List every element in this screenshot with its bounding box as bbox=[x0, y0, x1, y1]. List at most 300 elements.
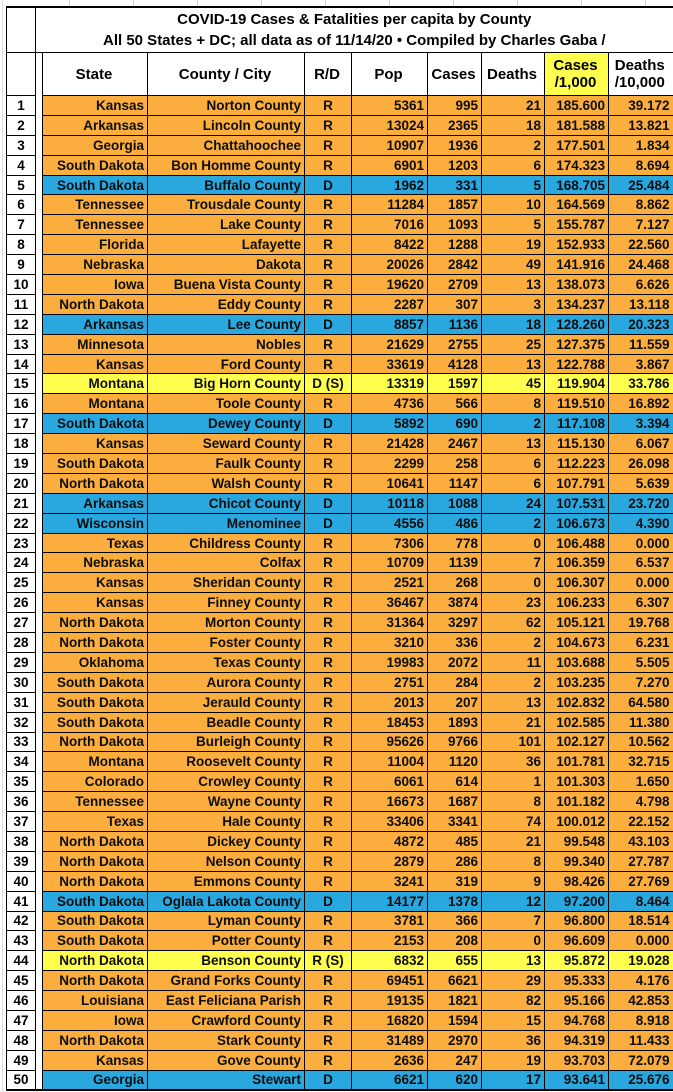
cases-cell: 1136 bbox=[428, 314, 482, 334]
deaths-per-10000-cell: 19.028 bbox=[609, 951, 673, 971]
spacer-cell bbox=[36, 573, 43, 593]
county-cell: Seward County bbox=[148, 434, 305, 454]
cases-cell: 995 bbox=[428, 96, 482, 116]
row-number-cell: 48 bbox=[7, 1030, 36, 1050]
row-number-cell: 11 bbox=[7, 294, 36, 314]
cases-per-1000-cell: 138.073 bbox=[545, 275, 609, 295]
county-cell: Eddy County bbox=[148, 294, 305, 314]
state-cell: Louisiana bbox=[43, 991, 148, 1011]
party-cell: R bbox=[305, 275, 352, 295]
row-number-cell: 12 bbox=[7, 314, 36, 334]
deaths-per-10000-cell: 6.307 bbox=[609, 593, 673, 613]
population-cell: 14177 bbox=[352, 891, 428, 911]
cases-per-1000-cell: 101.182 bbox=[545, 792, 609, 812]
party-cell: R bbox=[305, 573, 352, 593]
table-row bbox=[7, 513, 673, 533]
cases-cell: 3297 bbox=[428, 613, 482, 633]
table-row bbox=[7, 294, 673, 314]
deaths-per-10000-cell: 11.559 bbox=[609, 334, 673, 354]
deaths-per-10000-cell: 6.231 bbox=[609, 633, 673, 653]
deaths-per-10000-cell: 25.676 bbox=[609, 1070, 673, 1090]
state-cell: Iowa bbox=[43, 275, 148, 295]
county-cell: Chicot County bbox=[148, 493, 305, 513]
deaths-per-10000-cell: 16.892 bbox=[609, 394, 673, 414]
party-cell: R bbox=[305, 533, 352, 553]
spacer-cell bbox=[36, 513, 43, 533]
state-cell: Montana bbox=[43, 394, 148, 414]
table-row bbox=[7, 931, 673, 951]
spacer-cell bbox=[36, 1070, 43, 1090]
spacer-cell bbox=[36, 1030, 43, 1050]
table-row bbox=[7, 314, 673, 334]
spacer-cell bbox=[36, 732, 43, 752]
cases-cell: 307 bbox=[428, 294, 482, 314]
cases-per-1000-cell: 117.108 bbox=[545, 414, 609, 434]
table-row bbox=[7, 1030, 673, 1050]
table-row bbox=[7, 831, 673, 851]
row-number-cell: 30 bbox=[7, 672, 36, 692]
spacer-cell bbox=[36, 115, 43, 135]
cases-cell: 247 bbox=[428, 1050, 482, 1070]
state-cell: North Dakota bbox=[43, 871, 148, 891]
table-row bbox=[7, 971, 673, 991]
row-number-cell: 4 bbox=[7, 155, 36, 175]
deaths-cell: 5 bbox=[482, 175, 545, 195]
cases-cell: 2755 bbox=[428, 334, 482, 354]
deaths-per-10000-cell: 7.127 bbox=[609, 215, 673, 235]
cases-per-1000-cell: 106.307 bbox=[545, 573, 609, 593]
cases-per-1000-cell: 107.791 bbox=[545, 473, 609, 493]
spacer-cell bbox=[36, 334, 43, 354]
table-row bbox=[7, 255, 673, 275]
table-row bbox=[7, 235, 673, 255]
cases-cell: 1120 bbox=[428, 752, 482, 772]
state-cell: Kansas bbox=[43, 573, 148, 593]
party-cell: R bbox=[305, 294, 352, 314]
population-cell: 95626 bbox=[352, 732, 428, 752]
table-row bbox=[7, 812, 673, 832]
table-row bbox=[7, 692, 673, 712]
county-cell: Oglala Lakota County bbox=[148, 891, 305, 911]
spacer-cell bbox=[36, 931, 43, 951]
deaths-cell: 74 bbox=[482, 812, 545, 832]
row-number-cell: 24 bbox=[7, 553, 36, 573]
spacer-cell bbox=[36, 891, 43, 911]
party-cell: R bbox=[305, 971, 352, 991]
table-row bbox=[7, 195, 673, 215]
table-row bbox=[7, 652, 673, 672]
row-number-cell: 34 bbox=[7, 752, 36, 772]
row-number-cell: 28 bbox=[7, 633, 36, 653]
deaths-per-10000-cell: 20.323 bbox=[609, 314, 673, 334]
county-cell: Roosevelt County bbox=[148, 752, 305, 772]
deaths-cell: 2 bbox=[482, 135, 545, 155]
deaths-cell: 18 bbox=[482, 115, 545, 135]
cases-cell: 1857 bbox=[428, 195, 482, 215]
cases-per-1000-cell: 107.531 bbox=[545, 493, 609, 513]
spacer-cell bbox=[36, 314, 43, 334]
cases-cell: 208 bbox=[428, 931, 482, 951]
party-cell: R (S) bbox=[305, 951, 352, 971]
deaths-per-10000-cell: 18.514 bbox=[609, 911, 673, 931]
row-number-cell: 31 bbox=[7, 692, 36, 712]
cases-per-1000-cell: 112.223 bbox=[545, 454, 609, 474]
party-cell: R bbox=[305, 732, 352, 752]
county-header: County / City bbox=[148, 53, 305, 96]
county-cell: Nobles bbox=[148, 334, 305, 354]
county-cell: Emmons County bbox=[148, 871, 305, 891]
title-line-2: All 50 States + DC; all data as of 11/14/20 • Compiled by Charles Gaba / bbox=[103, 32, 606, 49]
deaths-per-10000-cell: 13.118 bbox=[609, 294, 673, 314]
cases-per-1000-cell: 127.375 bbox=[545, 334, 609, 354]
party-cell: R bbox=[305, 394, 352, 414]
table-row bbox=[7, 493, 673, 513]
deaths-cell: 25 bbox=[482, 334, 545, 354]
population-cell: 36467 bbox=[352, 593, 428, 613]
population-cell: 2299 bbox=[352, 454, 428, 474]
population-cell: 4736 bbox=[352, 394, 428, 414]
population-cell: 6901 bbox=[352, 155, 428, 175]
row-number-cell: 44 bbox=[7, 951, 36, 971]
deaths-per-10000-cell: 0.000 bbox=[609, 931, 673, 951]
title-left-cell bbox=[7, 7, 36, 53]
cases-cell: 2467 bbox=[428, 434, 482, 454]
cases-per-1000-cell: 106.673 bbox=[545, 513, 609, 533]
deaths-per-10000-cell: 8.862 bbox=[609, 195, 673, 215]
row-number-cell: 15 bbox=[7, 374, 36, 394]
county-cell: Dewey County bbox=[148, 414, 305, 434]
party-cell: R bbox=[305, 672, 352, 692]
table-row bbox=[7, 175, 673, 195]
deaths-per-10000-cell: 8.694 bbox=[609, 155, 673, 175]
table-row bbox=[7, 712, 673, 732]
row-number-cell: 1 bbox=[7, 96, 36, 116]
deaths-cell: 2 bbox=[482, 672, 545, 692]
row-number-cell: 17 bbox=[7, 414, 36, 434]
party-cell: D (S) bbox=[305, 374, 352, 394]
table-row bbox=[7, 951, 673, 971]
table-row bbox=[7, 354, 673, 374]
deaths-header: Deaths bbox=[482, 53, 545, 96]
deaths-cell: 2 bbox=[482, 633, 545, 653]
deaths-per-10000-cell: 25.484 bbox=[609, 175, 673, 195]
row-number-cell: 2 bbox=[7, 115, 36, 135]
table-row bbox=[7, 96, 673, 116]
cases-cell: 1687 bbox=[428, 792, 482, 812]
party-cell: R bbox=[305, 613, 352, 633]
cases-cell: 1147 bbox=[428, 473, 482, 493]
deaths-cell: 13 bbox=[482, 692, 545, 712]
cases-per-1000-cell: 105.121 bbox=[545, 613, 609, 633]
cases-per-1000-cell: 95.333 bbox=[545, 971, 609, 991]
population-cell: 13024 bbox=[352, 115, 428, 135]
deaths-per-10000-cell: 26.098 bbox=[609, 454, 673, 474]
row-number-cell: 22 bbox=[7, 513, 36, 533]
spacer-cell bbox=[36, 493, 43, 513]
row-number-cell: 36 bbox=[7, 792, 36, 812]
state-cell: Georgia bbox=[43, 135, 148, 155]
party-cell: R bbox=[305, 195, 352, 215]
population-cell: 8422 bbox=[352, 235, 428, 255]
population-cell: 11004 bbox=[352, 752, 428, 772]
cases-per-1000-cell: 101.303 bbox=[545, 772, 609, 792]
spacer-cell bbox=[36, 831, 43, 851]
table-row bbox=[7, 792, 673, 812]
state-cell: Texas bbox=[43, 812, 148, 832]
population-cell: 4556 bbox=[352, 513, 428, 533]
state-cell: Arkansas bbox=[43, 493, 148, 513]
spacer-cell bbox=[36, 533, 43, 553]
county-cell: Dickey County bbox=[148, 831, 305, 851]
deaths-cell: 62 bbox=[482, 613, 545, 633]
spacer-cell bbox=[36, 633, 43, 653]
deaths-per-10000-cell: 23.720 bbox=[609, 493, 673, 513]
deaths-per-10000-cell: 4.390 bbox=[609, 513, 673, 533]
deaths-per-10000-cell: 0.000 bbox=[609, 573, 673, 593]
state-cell: Nebraska bbox=[43, 553, 148, 573]
population-cell: 33619 bbox=[352, 354, 428, 374]
cases-per-1000-cell: 152.933 bbox=[545, 235, 609, 255]
population-cell: 2287 bbox=[352, 294, 428, 314]
state-cell: Tennessee bbox=[43, 792, 148, 812]
spacer-cell bbox=[36, 1010, 43, 1030]
deaths-per-10000-cell: 10.562 bbox=[609, 732, 673, 752]
party-cell: D bbox=[305, 513, 352, 533]
table-row bbox=[7, 613, 673, 633]
state-cell: Arkansas bbox=[43, 115, 148, 135]
deaths-per-10000-cell: 27.769 bbox=[609, 871, 673, 891]
cases-per-1000-cell: 185.600 bbox=[545, 96, 609, 116]
county-cell: Bon Homme County bbox=[148, 155, 305, 175]
spacer-cell bbox=[36, 911, 43, 931]
deaths-cell: 13 bbox=[482, 354, 545, 374]
cases-header: Cases bbox=[428, 53, 482, 96]
party-cell: R bbox=[305, 991, 352, 1011]
population-cell: 6061 bbox=[352, 772, 428, 792]
population-cell: 8857 bbox=[352, 314, 428, 334]
deaths-cell: 2 bbox=[482, 414, 545, 434]
deaths-cell: 17 bbox=[482, 1070, 545, 1090]
cases-cell: 4128 bbox=[428, 354, 482, 374]
table-row bbox=[7, 891, 673, 911]
row-number-cell: 29 bbox=[7, 652, 36, 672]
deaths-cell: 49 bbox=[482, 255, 545, 275]
county-cell: Texas County bbox=[148, 652, 305, 672]
cases-cell: 485 bbox=[428, 831, 482, 851]
cases-cell: 319 bbox=[428, 871, 482, 891]
deaths-cell: 21 bbox=[482, 831, 545, 851]
county-cell: Nelson County bbox=[148, 851, 305, 871]
deaths-per-10000-cell: 13.821 bbox=[609, 115, 673, 135]
county-cell: Lyman County bbox=[148, 911, 305, 931]
population-cell: 2636 bbox=[352, 1050, 428, 1070]
cases-per-1000-cell: 102.585 bbox=[545, 712, 609, 732]
cases-per-1000-cell: 103.688 bbox=[545, 652, 609, 672]
deaths-per-10000-cell: 6.626 bbox=[609, 275, 673, 295]
deaths-cell: 36 bbox=[482, 1030, 545, 1050]
state-cell: South Dakota bbox=[43, 454, 148, 474]
population-cell: 16673 bbox=[352, 792, 428, 812]
cases-cell: 2709 bbox=[428, 275, 482, 295]
state-cell: North Dakota bbox=[43, 633, 148, 653]
cases-per-1000-cell: 177.501 bbox=[545, 135, 609, 155]
spacer-cell bbox=[36, 712, 43, 732]
cases-cell: 1821 bbox=[428, 991, 482, 1011]
cases-cell: 284 bbox=[428, 672, 482, 692]
state-cell: Tennessee bbox=[43, 215, 148, 235]
deaths-cell: 82 bbox=[482, 991, 545, 1011]
population-cell: 16820 bbox=[352, 1010, 428, 1030]
party-cell: R bbox=[305, 712, 352, 732]
spacer-cell bbox=[36, 434, 43, 454]
county-cell: Trousdale County bbox=[148, 195, 305, 215]
deaths-cell: 19 bbox=[482, 1050, 545, 1070]
cases-cell: 1893 bbox=[428, 712, 482, 732]
state-cell: South Dakota bbox=[43, 155, 148, 175]
column-header-row bbox=[7, 53, 673, 96]
deaths-cell: 15 bbox=[482, 1010, 545, 1030]
spacer-cell bbox=[36, 971, 43, 991]
cases-per-1000-cell: 155.787 bbox=[545, 215, 609, 235]
spacer-cell bbox=[36, 135, 43, 155]
population-cell: 6621 bbox=[352, 1070, 428, 1090]
state-cell: Kansas bbox=[43, 96, 148, 116]
table-title bbox=[36, 7, 673, 53]
row-number-cell: 42 bbox=[7, 911, 36, 931]
spacer-cell bbox=[36, 275, 43, 295]
row-number-cell: 49 bbox=[7, 1050, 36, 1070]
cases-per-1000-cell: 106.488 bbox=[545, 533, 609, 553]
party-cell: R bbox=[305, 96, 352, 116]
party-cell: R bbox=[305, 1050, 352, 1070]
county-cell: Aurora County bbox=[148, 672, 305, 692]
deaths-cell: 3 bbox=[482, 294, 545, 314]
cases-cell: 566 bbox=[428, 394, 482, 414]
covid-county-table bbox=[6, 6, 673, 1091]
cases-per-1000-cell: 104.673 bbox=[545, 633, 609, 653]
party-cell: R bbox=[305, 255, 352, 275]
population-cell: 19983 bbox=[352, 652, 428, 672]
row-number-cell: 8 bbox=[7, 235, 36, 255]
state-cell: Montana bbox=[43, 752, 148, 772]
county-cell: Jerauld County bbox=[148, 692, 305, 712]
deaths-per-10000-cell: 43.103 bbox=[609, 831, 673, 851]
table-row bbox=[7, 911, 673, 931]
table-row bbox=[7, 851, 673, 871]
table-row bbox=[7, 394, 673, 414]
cases-per-1000-cell: 96.609 bbox=[545, 931, 609, 951]
row-number-cell: 40 bbox=[7, 871, 36, 891]
row-number-cell: 35 bbox=[7, 772, 36, 792]
deaths-cell: 8 bbox=[482, 394, 545, 414]
state-cell: South Dakota bbox=[43, 911, 148, 931]
table-row bbox=[7, 533, 673, 553]
deaths-cell: 8 bbox=[482, 851, 545, 871]
spacer-cell bbox=[36, 991, 43, 1011]
population-cell: 10641 bbox=[352, 473, 428, 493]
row-number-cell: 14 bbox=[7, 354, 36, 374]
county-cell: Ford County bbox=[148, 354, 305, 374]
county-cell: Dakota bbox=[148, 255, 305, 275]
party-cell: R bbox=[305, 454, 352, 474]
state-cell: North Dakota bbox=[43, 1030, 148, 1050]
spacer-cell bbox=[36, 672, 43, 692]
row-number-header bbox=[7, 53, 36, 96]
party-cell: R bbox=[305, 354, 352, 374]
population-header: Pop bbox=[352, 53, 428, 96]
table-row bbox=[7, 215, 673, 235]
spacer-cell bbox=[36, 454, 43, 474]
deaths-cell: 21 bbox=[482, 96, 545, 116]
party-cell: R bbox=[305, 871, 352, 891]
table-row bbox=[7, 991, 673, 1011]
cases-per-1000-cell: 99.340 bbox=[545, 851, 609, 871]
table-row bbox=[7, 135, 673, 155]
spacer-cell bbox=[36, 294, 43, 314]
table-row bbox=[7, 1050, 673, 1070]
deaths-per-10000-cell: 64.580 bbox=[609, 692, 673, 712]
row-number-cell: 3 bbox=[7, 135, 36, 155]
cases-per-1000-cell: 102.832 bbox=[545, 692, 609, 712]
cases-cell: 268 bbox=[428, 573, 482, 593]
deaths-per-10000-cell: 8.918 bbox=[609, 1010, 673, 1030]
cases-cell: 1594 bbox=[428, 1010, 482, 1030]
table-row bbox=[7, 454, 673, 474]
cases-per-1000-cell: 168.705 bbox=[545, 175, 609, 195]
row-number-cell: 27 bbox=[7, 613, 36, 633]
cases-cell: 1203 bbox=[428, 155, 482, 175]
state-cell: Kansas bbox=[43, 354, 148, 374]
spacer-cell bbox=[36, 394, 43, 414]
population-cell: 3781 bbox=[352, 911, 428, 931]
deaths-per-10000-cell: 4.176 bbox=[609, 971, 673, 991]
deaths-per-10000-cell: 32.715 bbox=[609, 752, 673, 772]
population-cell: 10907 bbox=[352, 135, 428, 155]
deaths-cell: 12 bbox=[482, 891, 545, 911]
deaths-cell: 36 bbox=[482, 752, 545, 772]
county-cell: Wayne County bbox=[148, 792, 305, 812]
spacer-cell bbox=[36, 772, 43, 792]
cases-per-1000-cell: 99.548 bbox=[545, 831, 609, 851]
deaths-cell: 29 bbox=[482, 971, 545, 991]
cases-per-1000-cell: 96.800 bbox=[545, 911, 609, 931]
population-cell: 1962 bbox=[352, 175, 428, 195]
row-number-cell: 18 bbox=[7, 434, 36, 454]
deaths-per-10000-cell: 11.380 bbox=[609, 712, 673, 732]
state-cell: South Dakota bbox=[43, 891, 148, 911]
cases-per-1000-cell: 94.768 bbox=[545, 1010, 609, 1030]
cases-per-1000-cell: 97.200 bbox=[545, 891, 609, 911]
table-row bbox=[7, 573, 673, 593]
state-cell: North Dakota bbox=[43, 294, 148, 314]
row-number-cell: 9 bbox=[7, 255, 36, 275]
state-cell: Kansas bbox=[43, 593, 148, 613]
population-cell: 5892 bbox=[352, 414, 428, 434]
county-cell: Burleigh County bbox=[148, 732, 305, 752]
county-cell: East Feliciana Parish bbox=[148, 991, 305, 1011]
state-cell: Kansas bbox=[43, 1050, 148, 1070]
state-cell: North Dakota bbox=[43, 473, 148, 493]
cases-per-1000-cell: 98.426 bbox=[545, 871, 609, 891]
spacer-cell bbox=[36, 235, 43, 255]
row-number-cell: 10 bbox=[7, 275, 36, 295]
party-cell: D bbox=[305, 175, 352, 195]
row-number-cell: 20 bbox=[7, 473, 36, 493]
cases-per-1000-cell: 101.781 bbox=[545, 752, 609, 772]
cases-per-1000-cell: 174.323 bbox=[545, 155, 609, 175]
row-number-cell: 23 bbox=[7, 533, 36, 553]
deaths-per-10000-cell: 5.505 bbox=[609, 652, 673, 672]
